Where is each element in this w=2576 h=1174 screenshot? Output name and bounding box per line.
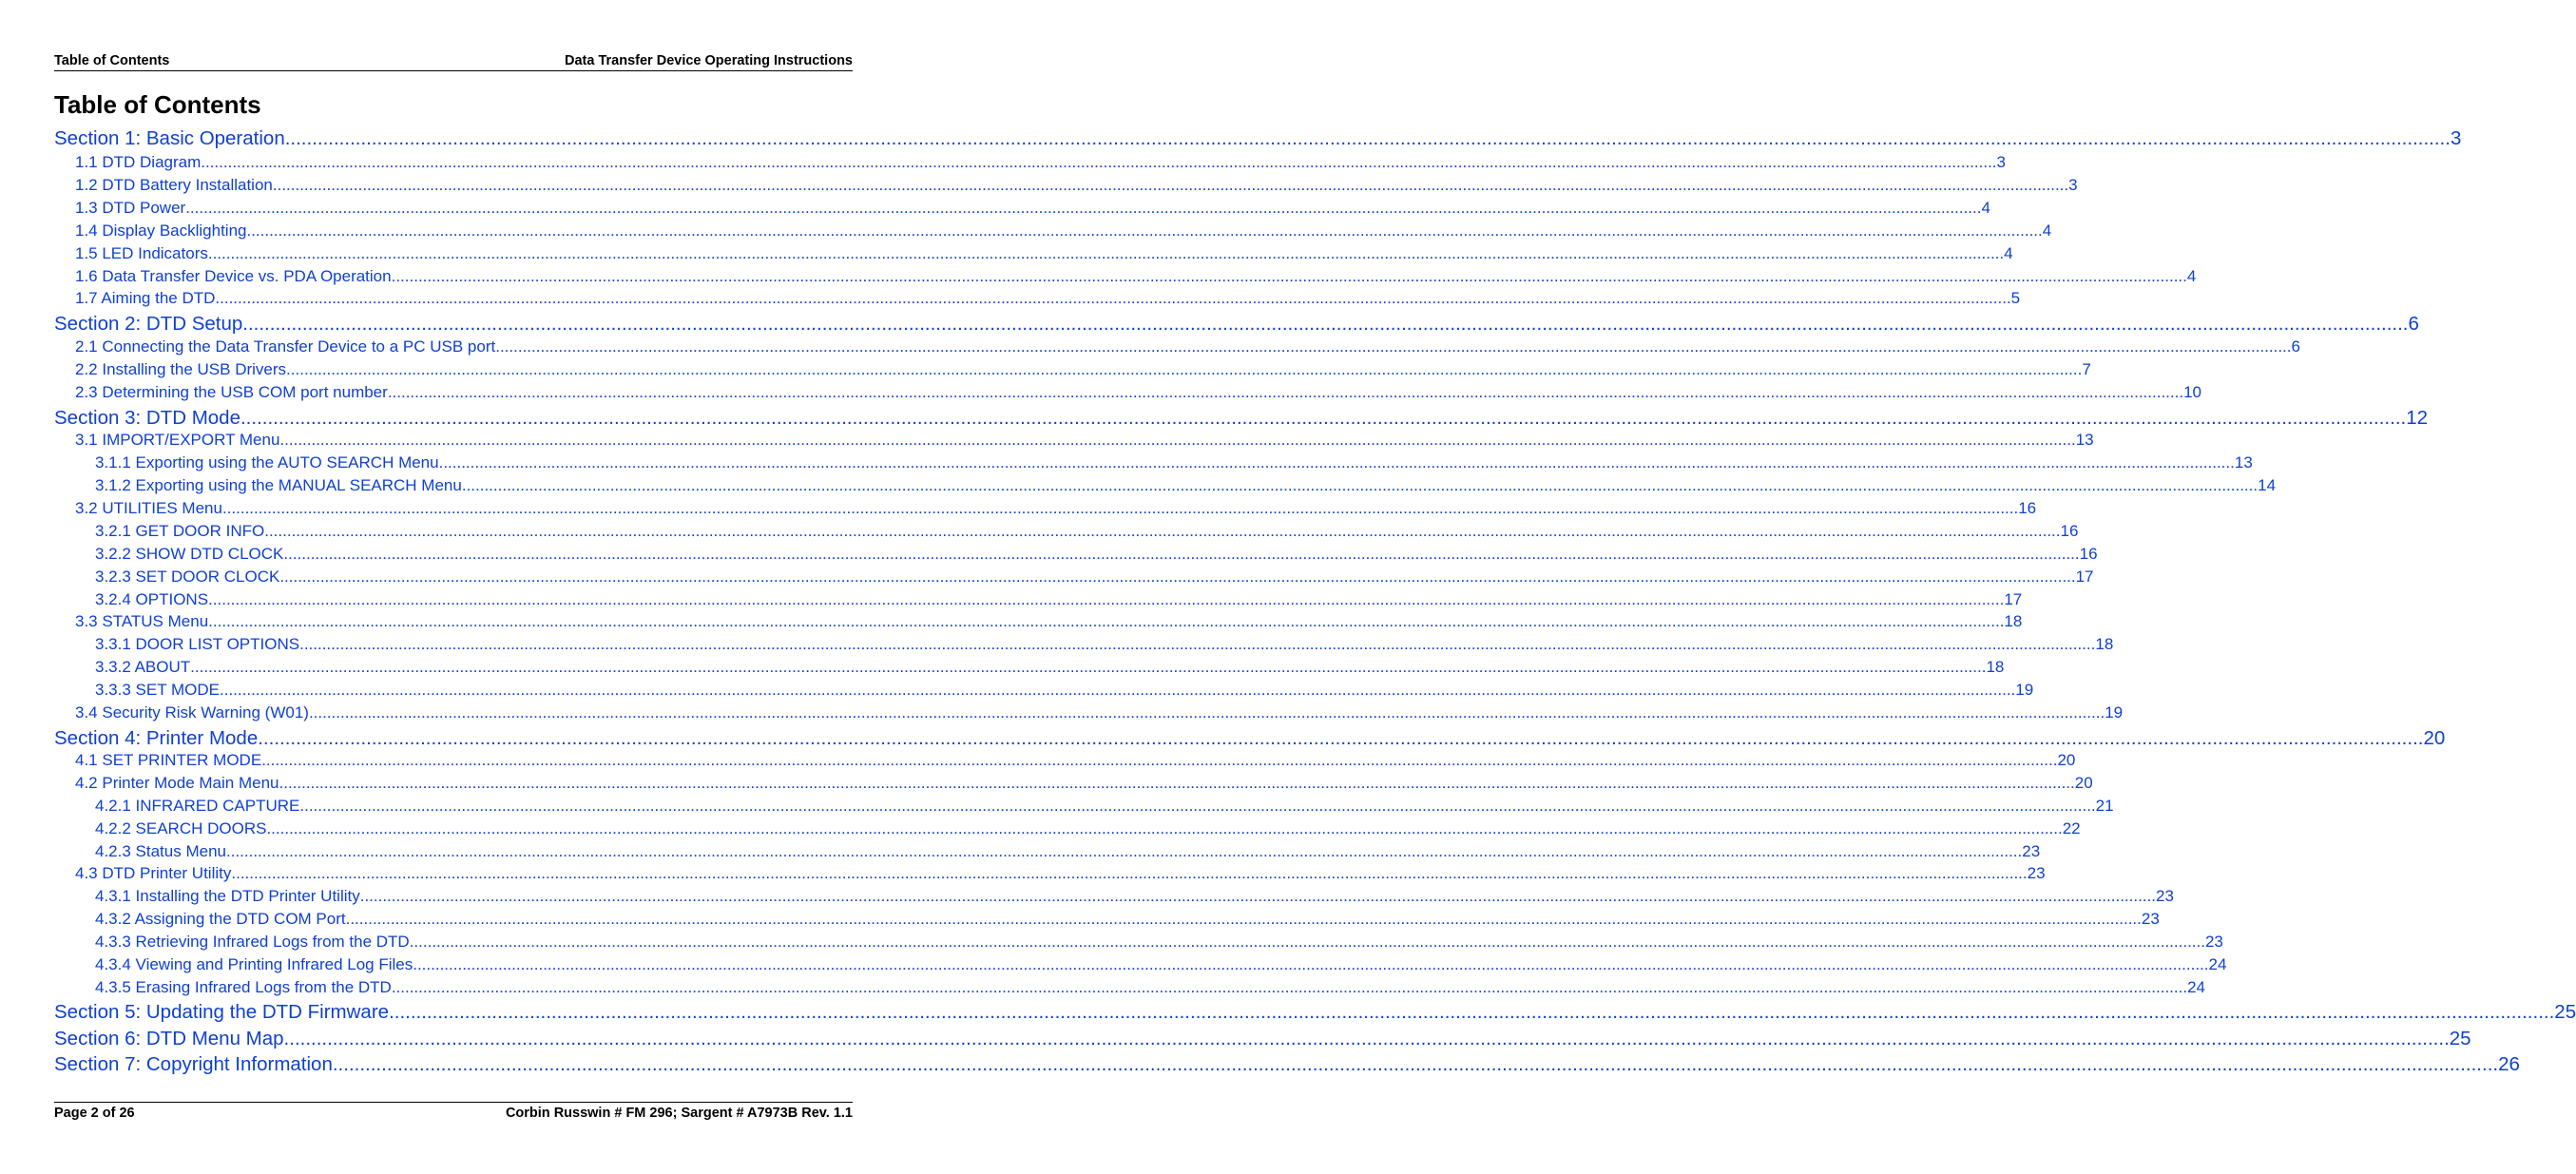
toc-entry-title: 1.3 DTD Power: [75, 199, 186, 217]
toc-entry-title: 4.3.5 Erasing Infrared Logs from the DTD: [95, 978, 392, 996]
toc-entry[interactable]: [54, 476, 2277, 497]
toc-leader-dots: ................................................................................................................................................................................................................................................................................................................................................................................................................: [409, 933, 2205, 951]
toc-entry[interactable]: [54, 590, 2023, 611]
header-right: Data Transfer Device Operating Instructions: [565, 53, 853, 68]
toc-entry[interactable]: [54, 499, 2037, 520]
toc-leader-dots: ................................................................................................................................................................................................................................................................................................................................................................................................................: [391, 267, 2187, 285]
toc-entry-page: 17: [2075, 568, 2094, 586]
toc-leader-dots: ................................................................................................................................................................................................................................................................................................................................................................................................................: [208, 590, 2005, 608]
toc-entry[interactable]: [54, 612, 2023, 633]
toc-entry[interactable]: [54, 453, 2253, 474]
toc-entry-page: 4: [2042, 221, 2052, 240]
toc-entry[interactable]: [54, 545, 2098, 566]
toc-leader-dots: ................................................................................................................................................................................................................................................................................................................................................................................................................: [461, 476, 2259, 494]
toc-entry-title: 3.2.4 OPTIONS: [95, 590, 209, 608]
toc-entry[interactable]: [54, 703, 2124, 724]
toc-entry[interactable]: [54, 360, 2091, 381]
toc-entry-title: Section 4: Printer Mode: [54, 727, 259, 749]
toc-entry[interactable]: [54, 933, 2223, 953]
toc-entry-page: 20: [2074, 774, 2093, 792]
toc-entry-title: 4.2.3 Status Menu: [95, 842, 226, 860]
toc-entry-page: 6: [2408, 313, 2419, 335]
toc-entry-page: 19: [2015, 681, 2034, 699]
toc-entry-title: Section 2: DTD Setup: [54, 313, 243, 335]
toc-entry[interactable]: [54, 681, 2034, 702]
toc-entry[interactable]: [54, 176, 2078, 197]
toc-entry-title: 4.2.2 SEARCH DOORS: [95, 819, 267, 837]
toc-entry[interactable]: [54, 407, 2429, 432]
toc-entry-title: 1.6 Data Transfer Device vs. PDA Operation: [75, 267, 392, 285]
toc-entry-title: 3.3.2 ABOUT: [95, 658, 191, 676]
toc-leader-dots: ................................................................................................................................................................................................................................................................................................................................................................................................................: [299, 635, 2096, 653]
toc-entry-page: 6: [2291, 337, 2300, 356]
toc-entry-page: 17: [2004, 590, 2023, 608]
footer-right: Corbin Russwin # FM 296; Sargent # A7973B Rev. 1.1: [505, 1106, 853, 1121]
toc-entry-title: 3.1 IMPORT/EXPORT Menu: [75, 431, 280, 449]
page-footer: [54, 1102, 853, 1122]
toc-entry-page: 23: [2141, 910, 2160, 928]
toc-leader-dots: ................................................................................................................................................................................................................................................................................................................................................................................................................: [246, 221, 2043, 240]
toc-entry[interactable]: [54, 658, 2005, 679]
toc-entry-title: 4.1 SET PRINTER MODE: [75, 751, 262, 769]
toc-leader-dots: ................................................................................................................................................................................................................................................................................................................................................................................................................: [220, 681, 2016, 699]
toc-entry-page: 18: [2004, 612, 2023, 630]
toc-entry[interactable]: [54, 910, 2160, 931]
toc-leader-dots: ................................................................................................................................................................................................................................................................................................................................................................................................................: [286, 360, 2083, 378]
toc-leader-dots: ................................................................................................................................................................................................................................................................................................................................................................................................................: [359, 887, 2156, 905]
toc-entry-page: 4: [2004, 244, 2013, 262]
toc-entry-title: 2.3 Determining the USB COM port number: [75, 383, 388, 401]
toc-entry-page: 23: [2155, 887, 2174, 905]
toc-entry-title: 1.5 LED Indicators: [75, 244, 208, 262]
toc-entry-page: 21: [2095, 797, 2114, 815]
toc-leader-dots: ................................................................................................................................................................................................................................................................................................................................................................................................................: [438, 453, 2235, 472]
toc-leader-dots: ................................................................................................................................................................................................................................................................................................................................................................................................................: [284, 127, 2451, 149]
toc-entry-page: 23: [2022, 842, 2041, 860]
toc-entry-title: Section 1: Basic Operation: [54, 127, 285, 149]
toc-entry[interactable]: [54, 819, 2081, 840]
toc-entry-page: 4: [1981, 199, 1990, 217]
toc-entry[interactable]: [54, 383, 2201, 404]
toc-entry-title: 3.1.1 Exporting using the AUTO SEARCH Menu: [95, 453, 439, 472]
toc-entry-page: 3: [2450, 127, 2462, 149]
toc-leader-dots: ................................................................................................................................................................................................................................................................................................................................................................................................................: [266, 819, 2063, 837]
toc-entry-title: 3.1.2 Exporting using the MANUAL SEARCH Menu: [95, 476, 462, 494]
toc-entry[interactable]: [54, 955, 2227, 976]
toc-entry[interactable]: [54, 887, 2174, 908]
toc-leader-dots: ................................................................................................................................................................................................................................................................................................................................................................................................................: [225, 842, 2023, 860]
toc-entry-page: 20: [2057, 751, 2076, 769]
toc-entry-title: 2.2 Installing the USB Drivers: [75, 360, 287, 378]
toc-entry-page: 3: [2068, 176, 2078, 194]
toc-entry-page: 18: [2095, 635, 2114, 653]
toc-entry[interactable]: [54, 864, 2046, 885]
toc-leader-dots: ................................................................................................................................................................................................................................................................................................................................................................................................................: [345, 910, 2142, 928]
toc-entry[interactable]: [54, 153, 2006, 174]
toc-leader-dots: ................................................................................................................................................................................................................................................................................................................................................................................................................: [208, 612, 2005, 630]
toc-leader-dots: ................................................................................................................................................................................................................................................................................................................................................................................................................: [190, 658, 1987, 676]
toc-entry-page: 25: [2554, 1001, 2576, 1023]
toc-leader-dots: ................................................................................................................................................................................................................................................................................................................................................................................................................: [231, 864, 2028, 882]
toc-entry-page: 5: [2010, 289, 2021, 307]
toc-entry-title: 4.3.3 Retrieving Infrared Logs from the DTD: [95, 933, 410, 951]
toc-entry[interactable]: [54, 313, 2419, 337]
toc-leader-dots: ................................................................................................................................................................................................................................................................................................................................................................................................................: [207, 244, 2005, 262]
toc-entry-title: Section 7: Copyright Information: [54, 1053, 333, 1075]
toc-entry-page: 16: [2079, 545, 2098, 563]
toc-entry[interactable]: [54, 199, 1990, 220]
toc-entry-page: 24: [2187, 978, 2205, 996]
toc-entry[interactable]: [54, 337, 2300, 358]
toc-entry-page: 23: [2027, 864, 2046, 882]
toc-leader-dots: ................................................................................................................................................................................................................................................................................................................................................................................................................: [221, 499, 2019, 517]
toc-entry[interactable]: [54, 1028, 2471, 1052]
toc-entry-page: 23: [2204, 933, 2223, 951]
toc-entry-page: 13: [2234, 453, 2253, 472]
toc-entry-title: 3.4 Security Risk Warning (W01): [75, 703, 309, 722]
toc-entry-title: 1.4 Display Backlighting: [75, 221, 247, 240]
toc-entry-page: 7: [2082, 360, 2091, 378]
header-left: Table of Contents: [54, 53, 170, 68]
toc-leader-dots: ................................................................................................................................................................................................................................................................................................................................................................................................................: [272, 176, 2069, 194]
toc-entry-page: 24: [2208, 955, 2227, 973]
toc-entry-page: 16: [2060, 522, 2079, 540]
toc-leader-dots: ................................................................................................................................................................................................................................................................................................................................................................................................................: [389, 1001, 2555, 1023]
toc-entry-title: 4.2 Printer Mode Main Menu: [75, 774, 279, 792]
toc-leader-dots: ................................................................................................................................................................................................................................................................................................................................................................................................................: [279, 774, 2075, 792]
toc-leader-dots: ................................................................................................................................................................................................................................................................................................................................................................................................................: [201, 153, 1997, 171]
toc-entry-page: 10: [2183, 383, 2201, 401]
toc-entry-title: 4.3 DTD Printer Utility: [75, 864, 232, 882]
toc-leader-dots: ................................................................................................................................................................................................................................................................................................................................................................................................................: [242, 313, 2409, 335]
toc-entry-page: 13: [2075, 431, 2094, 449]
toc-entry-title: 3.2.2 SHOW DTD CLOCK: [95, 545, 284, 563]
toc-leader-dots: ................................................................................................................................................................................................................................................................................................................................................................................................................: [391, 978, 2188, 996]
page-header: [54, 53, 853, 71]
toc-entry-page: 19: [2105, 703, 2124, 722]
toc-entry[interactable]: [54, 1001, 2576, 1026]
toc-entry-page: 4: [2186, 267, 2197, 285]
toc-entry-title: 1.1 DTD Diagram: [75, 153, 202, 171]
toc-entry-title: 2.1 Connecting the Data Transfer Device to a PC USB port: [75, 337, 496, 356]
toc-entry-page: 18: [1986, 658, 2005, 676]
toc-entry[interactable]: [54, 774, 2093, 795]
toc-entry-title: Section 6: DTD Menu Map: [54, 1028, 284, 1049]
toc-entry-title: 3.3.1 DOOR LIST OPTIONS: [95, 635, 300, 653]
toc-entry-title: 1.2 DTD Battery Installation: [75, 176, 273, 194]
toc-entry[interactable]: [54, 127, 2462, 152]
toc-entry[interactable]: [54, 221, 2052, 242]
toc-entry-page: 16: [2018, 499, 2037, 517]
toc-leader-dots: ................................................................................................................................................................................................................................................................................................................................................................................................................: [308, 703, 2105, 722]
toc-entry-page: 14: [2258, 476, 2277, 494]
toc-entry[interactable]: [54, 727, 2446, 752]
toc-entry[interactable]: [54, 267, 2197, 288]
toc-entry-title: 4.2.1 INFRARED CAPTURE: [95, 797, 300, 815]
toc-entry-title: 3.2 UTILITIES Menu: [75, 499, 222, 517]
toc-entry[interactable]: [54, 244, 2013, 265]
toc-entry[interactable]: [54, 842, 2041, 863]
toc-leader-dots: ................................................................................................................................................................................................................................................................................................................................................................................................................: [299, 797, 2096, 815]
toc-leader-dots: ................................................................................................................................................................................................................................................................................................................................................................................................................: [495, 337, 2292, 356]
toc-leader-dots: ................................................................................................................................................................................................................................................................................................................................................................................................................: [283, 545, 2080, 563]
toc-entry[interactable]: [54, 797, 2114, 818]
footer-left: Page 2 of 26: [54, 1106, 135, 1121]
toc-entry-title: 3.2.3 SET DOOR CLOCK: [95, 568, 280, 586]
toc-entry[interactable]: [54, 568, 2094, 588]
toc-entry-page: 12: [2406, 407, 2429, 429]
toc-entry-title: Section 3: DTD Mode: [54, 407, 240, 429]
toc-leader-dots: ................................................................................................................................................................................................................................................................................................................................................................................................................: [264, 522, 2061, 540]
toc-entry-page: 22: [2062, 819, 2081, 837]
toc-entry-title: 4.3.2 Assigning the DTD COM Port: [95, 910, 346, 928]
toc-leader-dots: ................................................................................................................................................................................................................................................................................................................................................................................................................: [413, 955, 2209, 973]
toc-entry-page: 26: [2498, 1053, 2520, 1075]
toc-entry-title: 3.3.3 SET MODE: [95, 681, 221, 699]
toc-leader-dots: ................................................................................................................................................................................................................................................................................................................................................................................................................: [283, 1028, 2450, 1049]
toc-leader-dots: ................................................................................................................................................................................................................................................................................................................................................................................................................: [185, 199, 1982, 217]
toc-entry[interactable]: [54, 978, 2205, 999]
page-title: Table of Contents: [54, 90, 261, 119]
toc-entry-page: 25: [2449, 1028, 2471, 1049]
toc-leader-dots: ................................................................................................................................................................................................................................................................................................................................................................................................................: [240, 407, 2407, 429]
toc-leader-dots: ................................................................................................................................................................................................................................................................................................................................................................................................................: [258, 727, 2424, 749]
toc-entry-title: 3.2.1 GET DOOR INFO: [95, 522, 265, 540]
toc-entry[interactable]: [54, 751, 2076, 772]
toc-entry-title: 4.3.1 Installing the DTD Printer Utility: [95, 887, 360, 905]
toc-entry-title: Section 5: Updating the DTD Firmware: [54, 1001, 390, 1023]
toc-entry-title: 1.7 Aiming the DTD: [75, 289, 216, 307]
toc-entry[interactable]: [54, 635, 2114, 656]
toc-entry[interactable]: [54, 522, 2079, 543]
toc-leader-dots: ................................................................................................................................................................................................................................................................................................................................................................................................................: [387, 383, 2184, 401]
toc-leader-dots: ................................................................................................................................................................................................................................................................................................................................................................................................................: [279, 431, 2076, 449]
toc-leader-dots: ................................................................................................................................................................................................................................................................................................................................................................................................................: [279, 568, 2076, 586]
toc-entry-page: 20: [2423, 727, 2446, 749]
toc-leader-dots: ................................................................................................................................................................................................................................................................................................................................................................................................................: [332, 1053, 2499, 1075]
toc-entry-page: 3: [1996, 153, 2006, 171]
toc-entry[interactable]: [54, 431, 2094, 452]
toc-entry-title: 3.3 STATUS Menu: [75, 612, 209, 630]
toc-leader-dots: ................................................................................................................................................................................................................................................................................................................................................................................................................: [215, 289, 2011, 307]
toc-entry[interactable]: [54, 289, 2021, 310]
toc-entry[interactable]: [54, 1053, 2520, 1078]
toc-entry-title: 4.3.4 Viewing and Printing Infrared Log Files: [95, 955, 413, 973]
toc-leader-dots: ................................................................................................................................................................................................................................................................................................................................................................................................................: [261, 751, 2058, 769]
